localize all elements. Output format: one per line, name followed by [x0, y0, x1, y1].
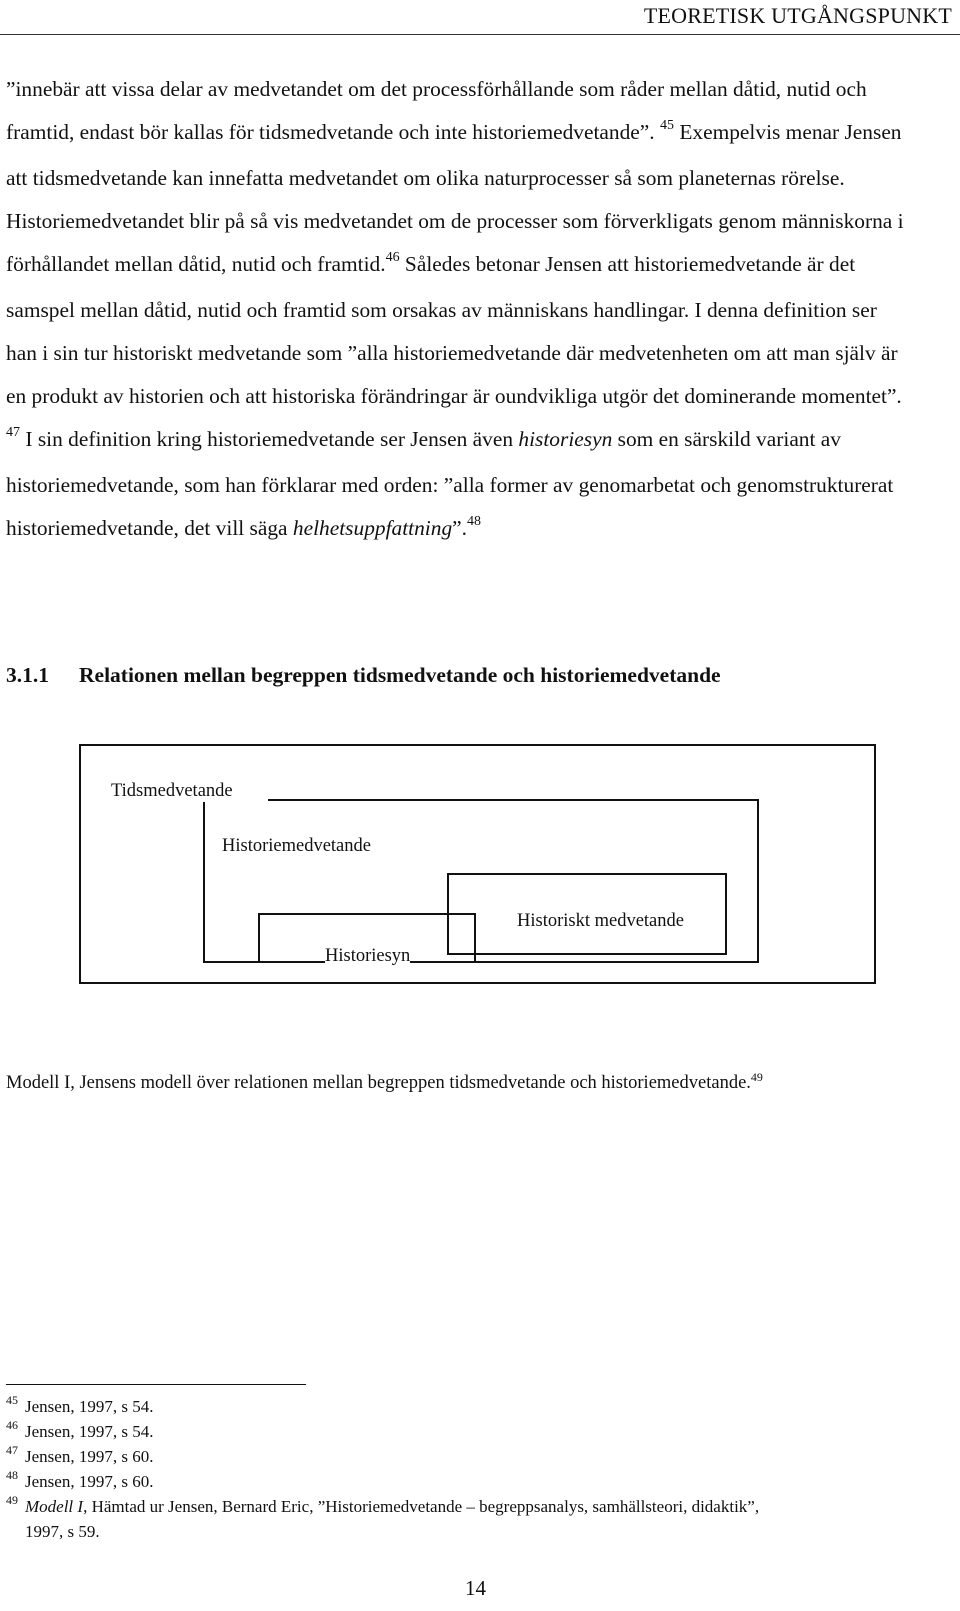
footnote-item [6, 1419, 759, 1444]
footnote-number: 47 [6, 1443, 18, 1457]
footnote-text: Jensen, 1997, s 54. [25, 1397, 154, 1416]
footnote-text: Jensen, 1997, s 60. [25, 1447, 154, 1466]
paragraph-text: som en särskild variant av historiemedvetande, som han förklarar med orden: ”alla former av genomarbetat och genomstrukturerat historiemedvetande, det vill säga [6, 427, 894, 540]
body-paragraph [6, 68, 906, 553]
paragraph-text: Exempelvis menar Jensen att tidsmedvetande kan innefatta medvetandet om olika naturprocesser så som planeternas rörelse. Historiemedvetandet blir på så vis medvetandet om de processer som förverkligats genom människorna i förhållandet mellan dåtid, nutid och framtid. [6, 120, 904, 276]
paragraph-text: Således betonar Jensen att historiemedvetande är det samspel mellan dåtid, nutid och framtid som orsakas av människans handlingar. I denna definition ser han i sin tur historiskt medvetande som ”alla historiemedvetande där medvetenheten om att man själv är en produkt av historien och att historiska förändringar är oundvikliga utgör det dominerande momentet”. [6, 252, 902, 408]
footnote-ref-49[interactable]: 49 [750, 1070, 763, 1084]
paragraph-text: ”innebär att vissa delar av medvetandet om det processförhållande som råder mellan dåtid, nutid och framtid, endast bör kallas för tidsmedvetande och inte historiemedvetande”. [6, 77, 867, 144]
footnote-item [6, 1469, 759, 1494]
emphasis-historiesyn: historiesyn [518, 427, 613, 451]
footnotes [6, 1394, 759, 1544]
footnote-text: Jensen, 1997, s 60. [25, 1472, 154, 1491]
footnote-title: Modell I [25, 1497, 84, 1516]
footnote-item [6, 1394, 759, 1419]
footnote-ref-46[interactable]: 46 [385, 250, 400, 265]
section-number: 3.1.1 [6, 663, 49, 687]
paragraph-text: I sin definition kring historiemedvetande ser Jensen även [20, 427, 519, 451]
footnote-number: 45 [6, 1393, 18, 1407]
footnote-text: 1997, s 59. [25, 1522, 100, 1541]
header-divider [0, 34, 960, 35]
tidsmedvetande-label: Tidsmedvetande [111, 781, 268, 802]
footnote-text: , Hämtad ur Jensen, Bernard Eric, ”Historiemedvetande – begreppsanalys, samhällsteori, didaktik”, [83, 1497, 760, 1516]
paragraph-text: ”. [452, 516, 467, 540]
historiskt-medvetande-box [447, 873, 727, 955]
historiemedvetande-box [203, 799, 759, 963]
tidsmedvetande-box [79, 744, 876, 984]
footnote-item [6, 1444, 759, 1469]
caption-text: Modell I, Jensens modell över relationen mellan begreppen tidsmedvetande och historiemedvetande. [6, 1073, 751, 1093]
page-number: 14 [465, 1576, 486, 1600]
footnote-ref-45[interactable]: 45 [660, 118, 674, 133]
historiesyn-box [258, 913, 476, 963]
footnote-item [6, 1494, 759, 1544]
emphasis-helhetsuppfattning: helhetsuppfattning [292, 516, 453, 540]
footnote-divider [6, 1384, 306, 1385]
footnote-number: 48 [6, 1468, 18, 1482]
historiemedvetande-label: Historiemedvetande [222, 836, 371, 856]
running-header: TEORETISK UTGÅNGSPUNKT [643, 3, 952, 28]
historiesyn-label: Historiesyn [325, 946, 411, 966]
historiskt-medvetande-label: Historiskt medvetande [517, 911, 684, 931]
footnote-text: Jensen, 1997, s 54. [25, 1422, 154, 1441]
section-heading [6, 663, 721, 688]
section-title: Relationen mellan begreppen tidsmedvetande och historiemedvetande [79, 663, 721, 687]
footnote-number: 46 [6, 1418, 18, 1432]
footnote-number: 49 [6, 1493, 18, 1507]
figure-caption [6, 1070, 763, 1094]
footnote-ref-47[interactable]: 47 [6, 425, 20, 440]
footnote-ref-48[interactable]: 48 [466, 514, 481, 529]
